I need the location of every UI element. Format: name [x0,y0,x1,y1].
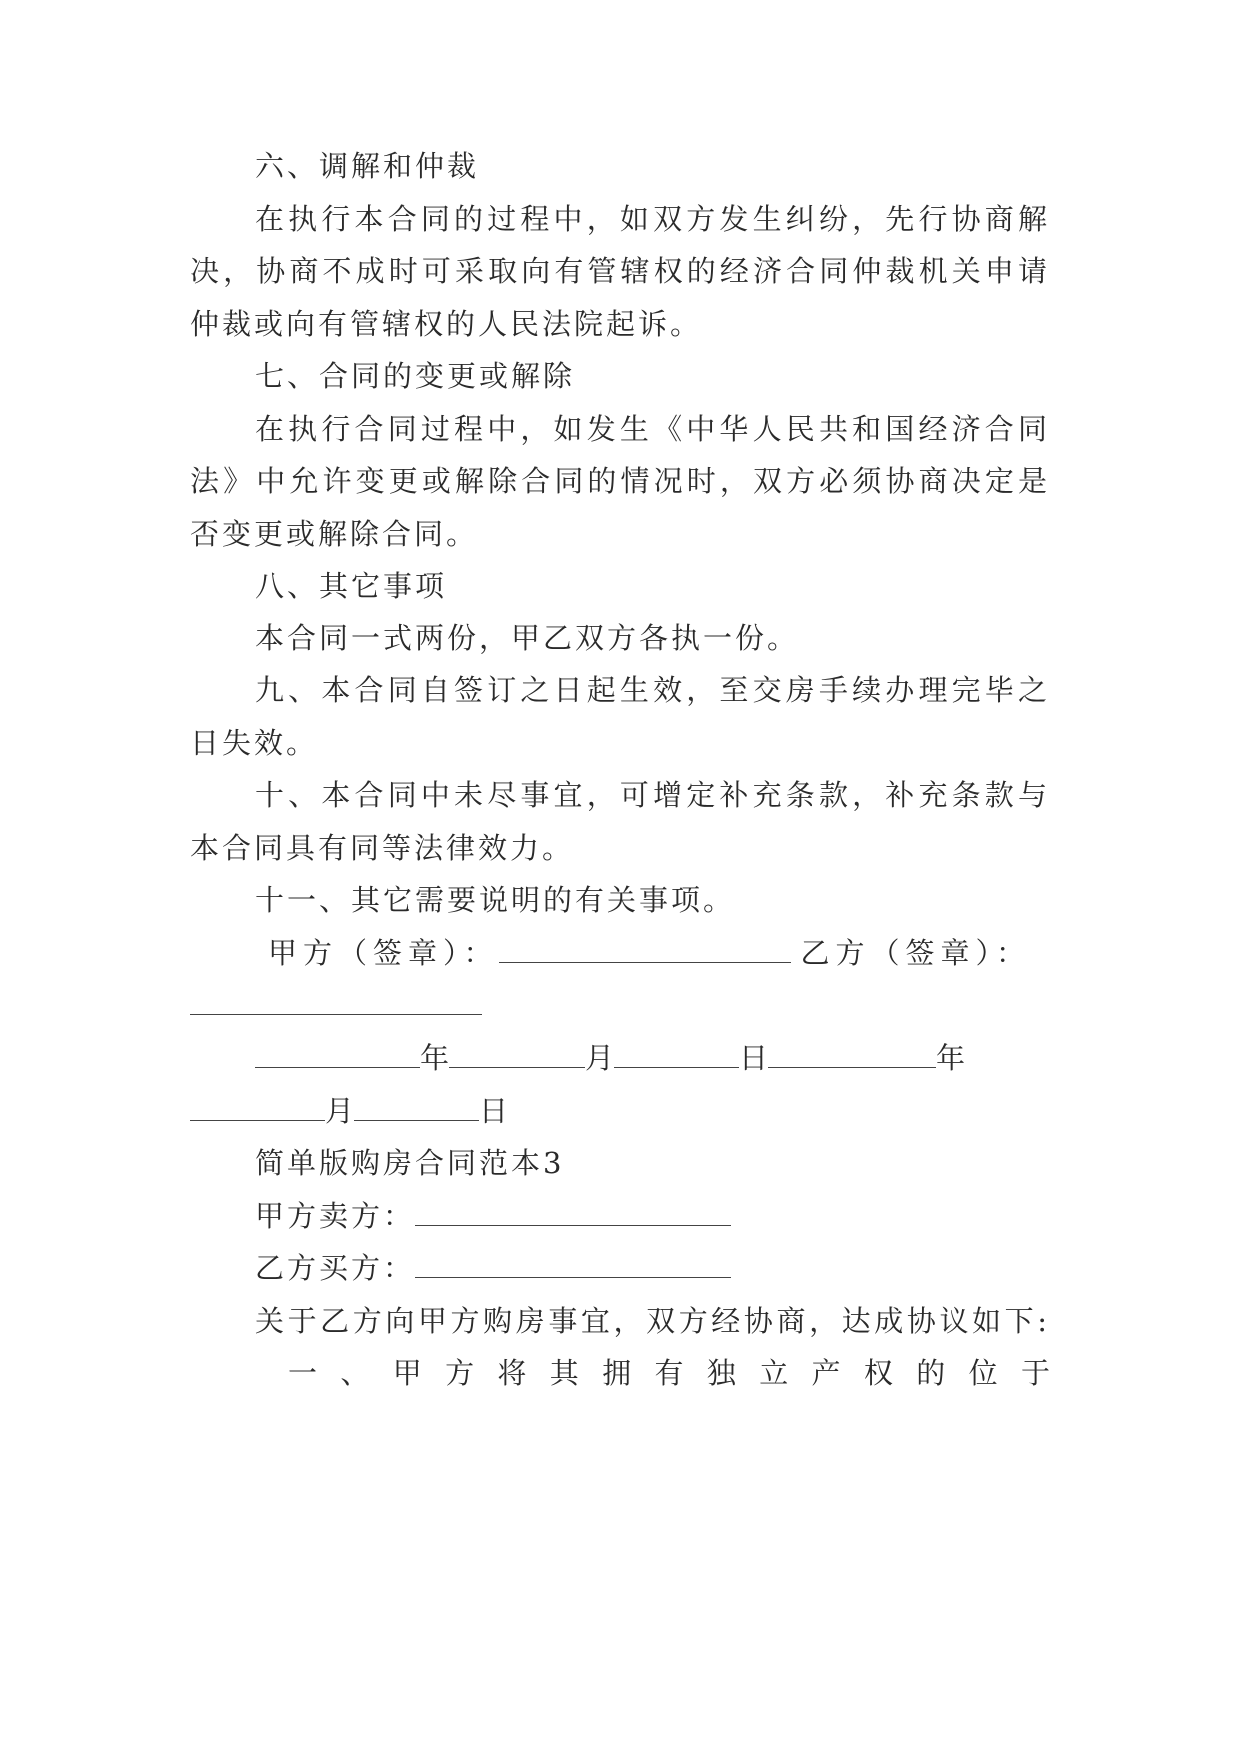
paragraph-line: 十、本合同中未尽事宜，可增定补充条款，补充条款与 [255,778,1050,812]
party-b-day-blank[interactable] [354,1094,479,1121]
day-unit: 日 [479,1094,509,1128]
seller-row [255,1198,1050,1234]
paragraph-line: 在执行本合同的过程中，如双方发生纠纷，先行协商解 [255,202,1050,236]
signature-row [268,935,1050,971]
section-heading-other: 八、其它事项 [255,569,448,603]
paragraph-line: 日失效。 [190,726,319,760]
paragraph-line: 九、本合同自签订之日起生效，至交房手续办理完毕之 [255,673,1050,707]
party-a-day-blank[interactable] [614,1041,739,1068]
date-row [255,1040,1050,1076]
year-unit: 年 [936,1041,966,1075]
agreement-intro: 关于乙方向甲方购房事宜，双方经协商，达成协议如下: [255,1304,1050,1338]
paragraph-line: 本合同一式两份，甲乙双方各执一份。 [255,621,800,655]
buyer-name-blank[interactable] [415,1251,731,1278]
party-b-signature-label: 乙方（签章）： [800,936,1032,970]
section-heading-mediation: 六、调解和仲裁 [255,149,480,183]
year-unit: 年 [420,1041,450,1075]
party-b-month-blank[interactable] [190,1094,325,1121]
paragraph-line: 否变更或解除合同。 [190,517,479,551]
paragraph-line: 在执行合同过程中，如发生《中华人民共和国经济合同 [255,412,1050,446]
clause-1-line: 一、甲方将其拥有独立产权的位于 [288,1356,1050,1390]
month-unit: 月 [325,1094,355,1128]
party-a-signature-blank[interactable] [499,936,791,963]
signature-continuation [190,987,1050,1023]
party-b-signature-blank[interactable] [190,988,482,1015]
party-b-year-blank[interactable] [768,1041,936,1068]
party-a-month-blank[interactable] [449,1041,585,1068]
seller-name-blank[interactable] [415,1199,731,1226]
contract-title: 简单版购房合同范本3 [255,1146,565,1180]
seller-label: 甲方卖方： [255,1199,416,1233]
paragraph-line: 本合同具有同等法律效力。 [190,831,575,865]
party-a-signature-label: 甲方（签章）： [268,936,499,970]
paragraph-line: 十一、其它需要说明的有关事项。 [255,883,736,917]
buyer-label: 乙方买方： [255,1251,416,1285]
month-unit: 月 [585,1041,615,1075]
buyer-row [255,1250,1050,1286]
paragraph-line: 仲裁或向有管辖权的人民法院起诉。 [190,307,703,341]
date-row-continuation [190,1093,1050,1129]
party-a-year-blank[interactable] [255,1041,420,1068]
section-heading-change: 七、合同的变更或解除 [255,359,576,393]
paragraph-line: 决，协商不成时可采取向有管辖权的经济合同仲裁机关申请 [190,254,1050,288]
paragraph-line: 法》中允许变更或解除合同的情况时，双方必须协商决定是 [190,464,1050,498]
day-unit: 日 [739,1041,769,1075]
